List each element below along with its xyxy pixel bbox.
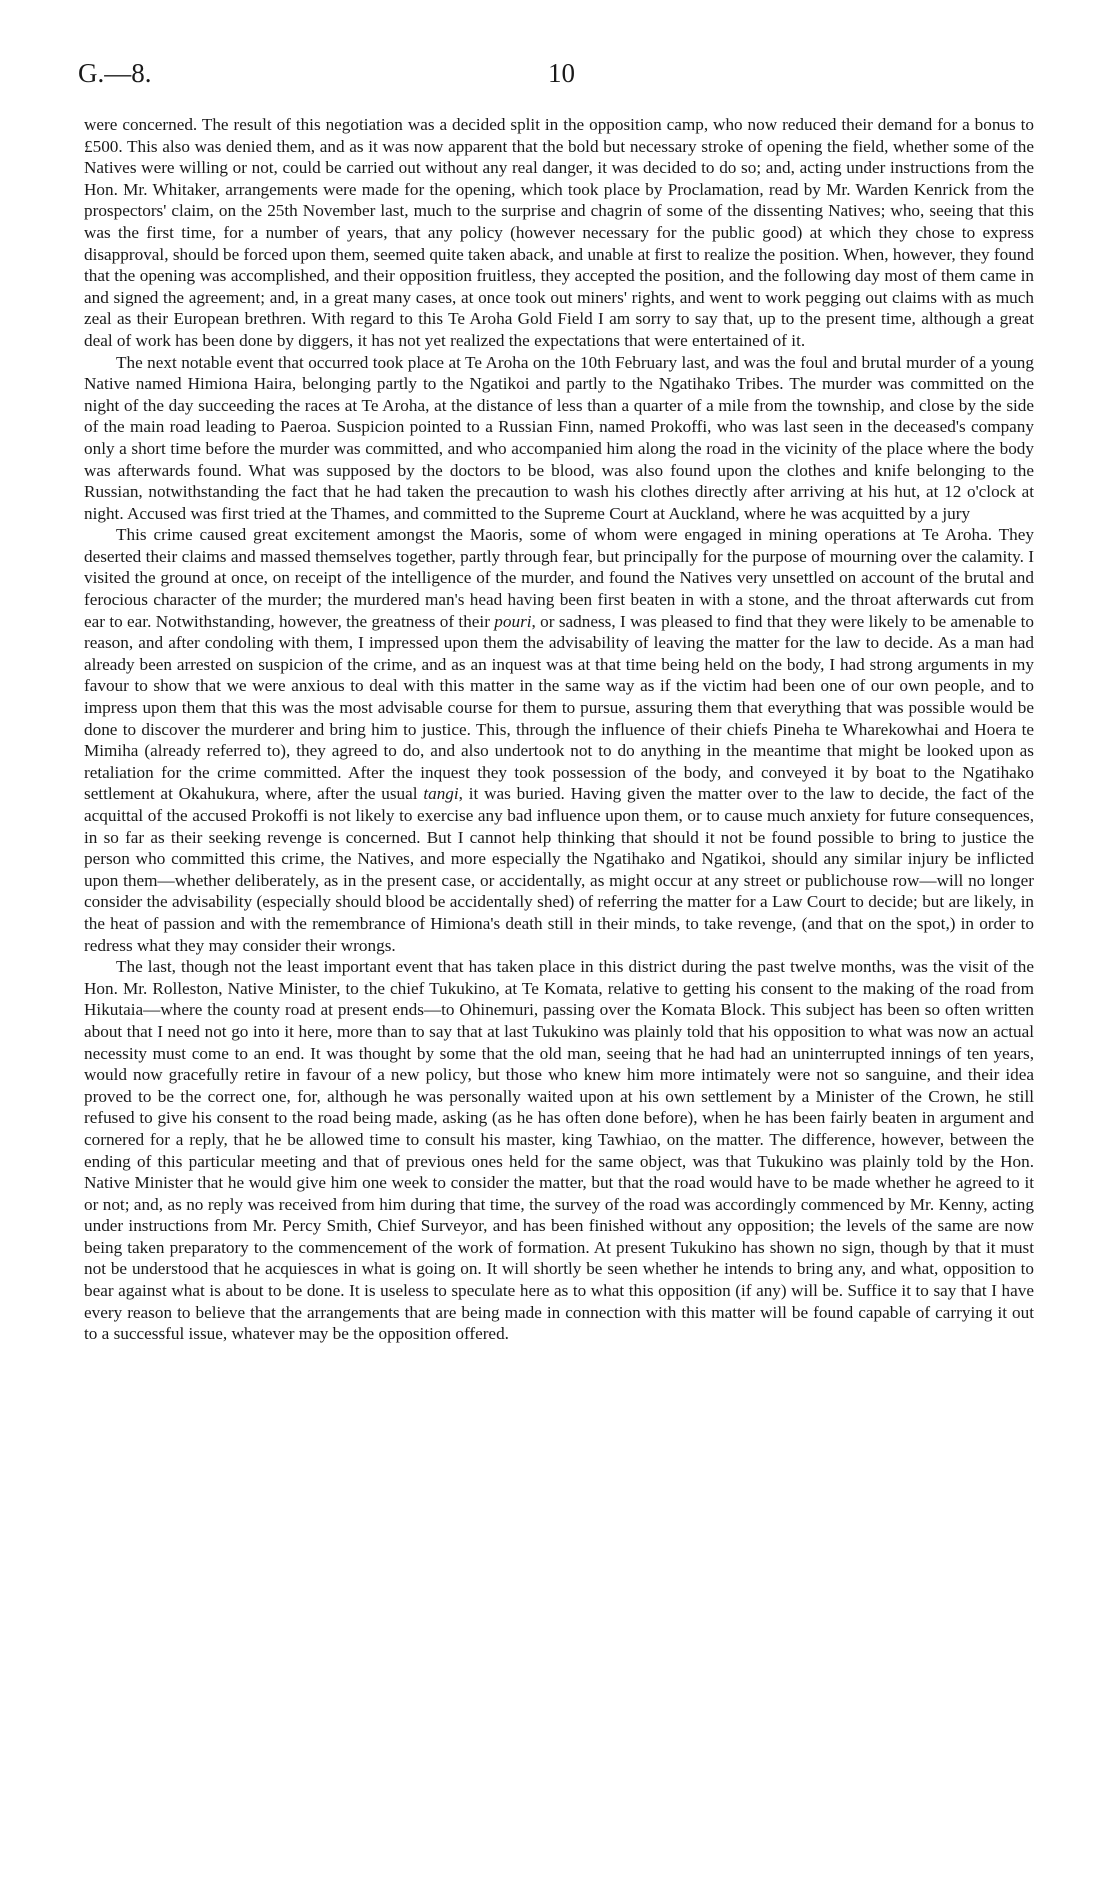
document-body (84, 114, 1034, 1345)
maori-term-pouri: pouri (494, 611, 532, 631)
paragraph-text: The next notable event that occurred took place at Te Aroha on the 10th February last, and was the foul and brutal murder of a young Native named Himiona Haira, belonging partly to the Ngatikoi and partly to the Ngatihako Tribes. The murder was committed on the night of the day succeeding the races at Te Aroha, at the distance of less than a quarter of a mile from the township, and close by the side of the main road leading to Paeroa. Suspicion pointed to a Russian Finn, named Prokoffi, who was last seen in the deceased's company only a short time before the murder was committed, and who accompanied him along the road in the vicinity of the place where the body was afterwards found. What was supposed by the doctors to be blood, was also found upon the clothes and knife belonging to the Russian, notwithstanding the fact that he had taken the precaution to wash his clothes directly after arriving at his hut, at 12 o'clock at night. Accused was first tried at the Thames, and committed to the Supreme Court at Auckland, where he was acquitted by a jury (84, 352, 1034, 523)
paragraph-text: , it was buried. Having given the matter over to the law to decide, the fact of the acquittal of the accused Prokoffi is not likely to exercise any bad influence upon them, or to cause much anxiety for future consequences, in so far as their seeking revenge is concerned. But I cannot help thinking that should it not be found possible to bring to justice the person who committed this crime, the Natives, and more especially the Ngatihako and Ngatikoi, should any similar injury be inflicted upon them—whether deliberately, as in the present case, or accidentally, as might occur at any street or publichouse row—will no longer consider the advisability (especially should blood be accidentally shed) of referring the matter for a Law Court to decide; but are likely, in the heat of passion and with the remembrance of Himiona's death still in their minds, to take revenge, (and that on the spot,) in order to redress what they may consider their wrongs. (84, 784, 1034, 955)
paragraph-text: were concerned. The result of this negotiation was a decided split in the opposition camp, who now reduced their demand for a bonus to £500. This also was denied them, and as it was now apparent that the bold but necessary stroke of opening the field, whether some of the Natives were willing or not, could be carried out without any real danger, it was decided to do so; and, acting under instructions from the Hon. Mr. Whitaker, arrangements were made for the opening, which took place by Proclamation, read by Mr. Warden Kenrick from the prospectors' claim, on the 25th November last, much to the surprise and chagrin of some of the dissenting Natives; who, seeing that this was the first time, for a number of years, that any policy (however necessary for the public good) at which they chose to express disapproval, should be forced upon them, seemed quite taken aback, and unable at first to realize the position. When, however, they found that the opening was accomplished, and their opposition fruitless, they accepted the position, and the following day most of them came in and signed the agreement; and, in a great many cases, at once took out miners' rights, and went to work pegging out claims with as much zeal as their European brethren. With regard to this Te Aroha Gold Field I am sorry to say that, up to the present time, although a great deal of work has been done by diggers, it has not yet realized the expectations that were entertained of it. (84, 115, 1034, 350)
page-header (78, 58, 1008, 98)
paragraph-text: The last, though not the least important event that has taken place in this district during the past twelve months, was the visit of the Hon. Mr. Rolleston, Native Minister, to the chief Tukukino, at Te Komata, relative to getting his consent to the making of the road from Hikutaia—where the county road at present ends—to Ohinemuri, passing over the Komata Block. This subject has been so often written about that I need not go into it here, more than to say that at last Tukukino was plainly told that his opposition to what was now an actual necessity must come to an end. It was thought by some that the old man, seeing that he had had an uninterrupted innings of ten years, would now gracefully retire in favour of a new policy, but those who knew him more intimately were not so sanguine, and their idea proved to be the correct one, for, although he was personally waited upon at his own settlement by a Minister of the Crown, he still refused to give his consent to the road being made, asking (as he has often done before), when he has been fairly beaten in argument and cornered for a reply, that he be allowed time to consult his master, king Tawhiao, on the matter. The difference, however, between the ending of this particular meeting and that of previous ones held for the same object, was that Tukukino was plainly told by the Hon. Native Minister that he would give him one week to consider the matter, but that the road would have to be made whether he agreed to it or not; and, as no reply was received from him during that time, the survey of the road was accordingly commenced by Mr. Kenny, acting under instructions from Mr. Percy Smith, Chief Surveyor, and has been finished without any opposition; the levels of the same are now being taken preparatory to the commencement of the work of formation. At present Tukukino has shown no sign, though by that it must not be understood that he acquiesces in what is going on. It will shortly be seen whether he intends to bring any, and what, opposition to bear against what is about to be done. It is useless to speculate here as to what this opposition (if any) will be. Suffice it to say that I have every reason to believe that the arrangements that are being made in connection with this matter will be found capable of carrying it out to a successful issue, whatever may be the opposition offered. (84, 957, 1034, 1344)
document-reference: G.—8. (78, 58, 152, 88)
paragraph-text: This crime caused great excitement amongst the Maoris, some of whom were engaged in mining operations at Te Aroha. They deserted their claims and massed themselves together, partly through fear, but principally for the purpose of mourning over the calamity. I visited the ground at once, on receipt of the intelligence of the murder, and found the Natives very unsettled on account of the brutal and ferocious character of the murder; the murdered man's head having been first beaten in with a stone, and the throat afterwards cut from ear to ear. Notwithstanding, however, the greatness of their (84, 525, 1034, 631)
paragraph-text: , or sadness, I was pleased to find that they were likely to be amenable to reason, and after condoling with them, I impressed upon them the advisability of leaving the matter for the law to decide. As a man had already been arrested on suspicion of the crime, and as an inquest was at that time being held on the body, I had strong arguments in my favour to show that we were anxious to deal with this matter in the same way as if the victim had been one of our own people, and to impress upon them that this was the most advisable course for them to pursue, assuring them that everything that was possible would be done to discover the murderer and bring him to justice. This, through the influence of their chiefs Pineha te Wharekowhai and Hoera te Mimiha (already referred to), they agreed to do, and also undertook not to do anything in the meantime that might be looked upon as retaliation for the crime committed. After the inquest they took possession of the body, and conveyed it by boat to the Ngatihako settlement at Okahukura, where, after the usual (84, 611, 1034, 804)
paragraph-3 (84, 524, 1034, 956)
maori-term-tangi: tangi (423, 784, 459, 804)
paragraph-4 (84, 956, 1034, 1345)
paragraph-1 (84, 114, 1034, 352)
paragraph-2 (84, 352, 1034, 525)
page-number: 10 (548, 58, 575, 88)
